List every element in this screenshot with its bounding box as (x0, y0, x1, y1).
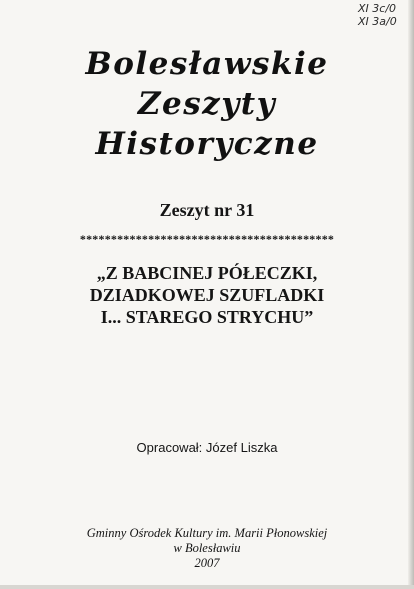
title-line-3: Historyczne (95, 126, 319, 162)
publisher-line-1: Gminny Ośrodek Kultury im. Marii Płonowskiej (86, 526, 328, 540)
title-line-2: Zeszyty (137, 86, 277, 122)
publisher-info (0, 526, 414, 571)
series-title (0, 44, 414, 164)
book-subtitle (0, 262, 414, 328)
shelfmark-line-1: XI 3c/0 (358, 2, 397, 15)
subtitle-line-2: DZIADKOWEJ SZUFLADKI (89, 285, 325, 305)
shelfmark-line-2: XI 3a/0 (358, 15, 397, 28)
publisher-line-2: w Bolesławiu (173, 541, 241, 555)
subtitle-line-1: „Z BABCINEJ PÓŁECZKI, (96, 263, 318, 283)
title-line-1: Bolesławskie (85, 46, 329, 82)
publication-year: 2007 (194, 556, 220, 570)
issue-number: Zeszyt nr 31 (159, 200, 255, 220)
subtitle-line-3: I... STAREGO STRYCHU” (100, 307, 314, 327)
page-bottom-edge (0, 585, 414, 589)
author-credit: Opracował: Józef Liszka (136, 440, 278, 455)
star-divider: ***************************************** (79, 232, 335, 246)
library-shelfmark (358, 2, 412, 28)
